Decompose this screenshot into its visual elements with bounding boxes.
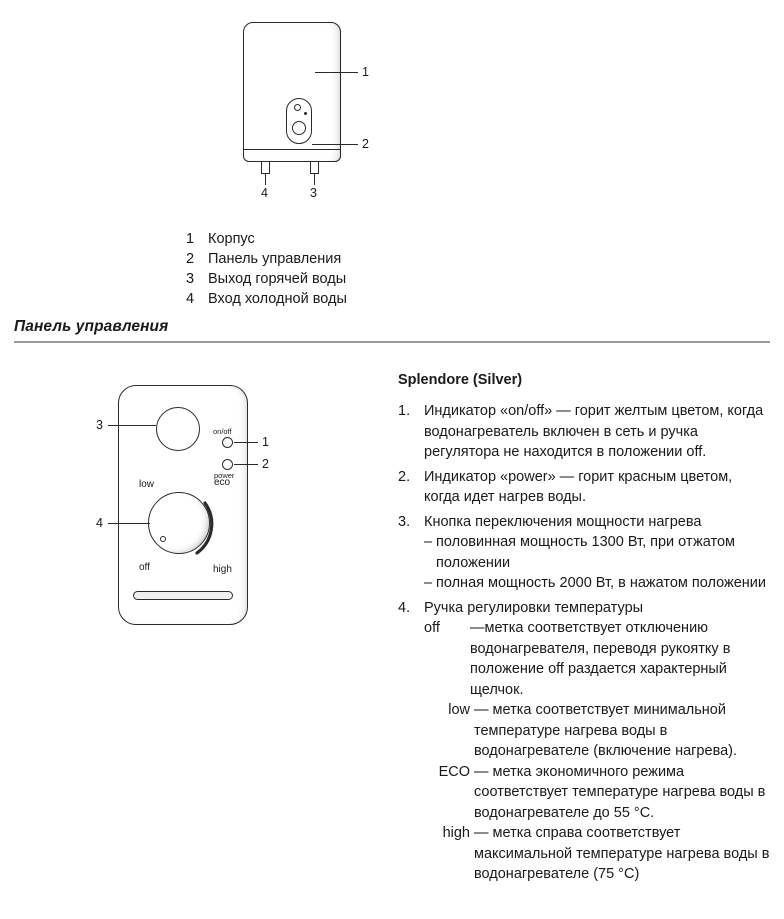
heater-bottom-seam (243, 149, 341, 162)
term-dash: — (474, 825, 489, 841)
power-indicator-icon (222, 459, 233, 470)
description-item-2 (398, 467, 770, 508)
heater-knob-icon (292, 121, 306, 135)
callout-4-leader (265, 174, 266, 185)
legend-number: 1 (186, 231, 195, 247)
item-number: 3. (398, 513, 411, 530)
legend-text: Вход холодной воды (208, 291, 347, 307)
sub-text: полная мощность 2000 Вт, в нажатом положении (436, 575, 766, 591)
control-panel-diagram (0, 360, 390, 650)
onoff-indicator-icon (222, 437, 233, 448)
scale-label-off: off (139, 562, 150, 573)
scale-label-low: low (139, 479, 155, 490)
description-item-3-sub-2 (424, 573, 770, 594)
heater-indicator-dot-icon (304, 112, 307, 115)
callout-2-number: 2 (362, 137, 369, 151)
section-divider (14, 341, 770, 343)
legend-text: Выход горячей воды (208, 271, 347, 287)
term-off (424, 618, 770, 700)
cold-water-inlet-pipe (261, 162, 270, 174)
description-item-3-sub-1 (424, 532, 770, 573)
term-text (474, 700, 770, 762)
panel-callout-3-leader (108, 425, 156, 426)
term-label: high (442, 825, 470, 841)
item-number: 4. (398, 599, 411, 616)
control-panel-button-icon (156, 407, 200, 451)
description-item-1 (398, 401, 770, 463)
panel-callout-2-leader (234, 464, 258, 465)
description-item-3 (398, 512, 770, 533)
legend-item (186, 229, 486, 249)
callout-3-leader (314, 174, 315, 185)
term-low (424, 700, 770, 762)
term-label: low (448, 702, 470, 718)
term-label: ECO (438, 763, 470, 780)
scale-label-eco: eco (214, 477, 231, 488)
item-number: 1. (398, 403, 411, 419)
sub-text: половинная мощность 1300 Вт, при отжатом положении (436, 534, 735, 571)
description-item-4 (398, 598, 770, 619)
legend-text: Корпус (208, 231, 255, 247)
legend-number: 2 (186, 251, 195, 267)
panel-callout-4-leader (108, 523, 150, 524)
callout-1-leader (315, 72, 358, 73)
knob-position-mark-icon (160, 536, 166, 542)
section-title: Панель управления (14, 318, 169, 335)
panel-callout-3-number: 3 (96, 418, 103, 432)
panel-callout-1-leader (234, 442, 258, 443)
sub-dash: – (424, 534, 433, 550)
term-dash: — (474, 702, 489, 718)
item-text: Индикатор «power» — горит красным цветом, когда идет нагрев воды. (424, 468, 733, 505)
panel-callout-2-number: 2 (262, 457, 269, 471)
term-text (474, 823, 770, 885)
term-body: метка справа соответствует максимальной температуре нагрева воды в водонагревателе (75 °C) (474, 825, 770, 882)
term-high (424, 823, 770, 885)
term-text (474, 762, 770, 824)
power-indicator-label: power (214, 471, 235, 480)
legend-text: Панель управления (208, 251, 342, 267)
model-title: Splendore (Silver) (398, 372, 523, 388)
section-header (14, 318, 770, 343)
legend-number: 3 (186, 271, 195, 287)
panel-callout-4-number: 4 (96, 516, 103, 530)
callout-3-number: 3 (310, 186, 317, 200)
sub-dash: – (424, 575, 433, 591)
term-text: —метка соответствует отключению водонагревателя, переводя рукоятку в положение off раздается характерный щелчок. (470, 620, 731, 698)
callout-1-number: 1 (362, 65, 369, 79)
heater-indicator-icon (294, 104, 301, 111)
item-text: Индикатор «on/off» — горит желтым цветом, когда водонагреватель включен в сеть и ручка регулятора не находится в положении off. (424, 403, 764, 460)
item-number: 2. (398, 468, 411, 485)
onoff-indicator-label: on/off (213, 427, 232, 436)
callout-2-leader (312, 144, 358, 145)
item-text: Ручка регулировки температуры (424, 599, 644, 616)
temperature-knob-icon (148, 492, 210, 554)
term-label: off (424, 620, 440, 636)
water-heater-diagram (0, 0, 784, 205)
term-body: метка соответствует минимальной температуре нагрева воды в водонагревателе (включение нагрева). (474, 702, 738, 759)
legend-item (186, 269, 486, 289)
callout-4-number: 4 (261, 186, 268, 200)
scale-label-high: high (213, 564, 232, 575)
term-eco (424, 762, 770, 824)
legend-number: 4 (186, 291, 195, 307)
term-dash: — (474, 763, 489, 780)
term-body: метка экономичного режима соответствует температуре нагрева воды в водонагревателе до 55 °C. (474, 763, 766, 821)
item-text: Кнопка переключения мощности нагрева (424, 513, 702, 530)
legend-item (186, 249, 486, 269)
legend-item (186, 289, 486, 309)
hot-water-outlet-pipe (310, 162, 319, 174)
description-column (398, 372, 770, 885)
panel-callout-1-number: 1 (262, 435, 269, 449)
figure-legend (186, 229, 486, 309)
control-panel-slot-shape (133, 591, 233, 600)
